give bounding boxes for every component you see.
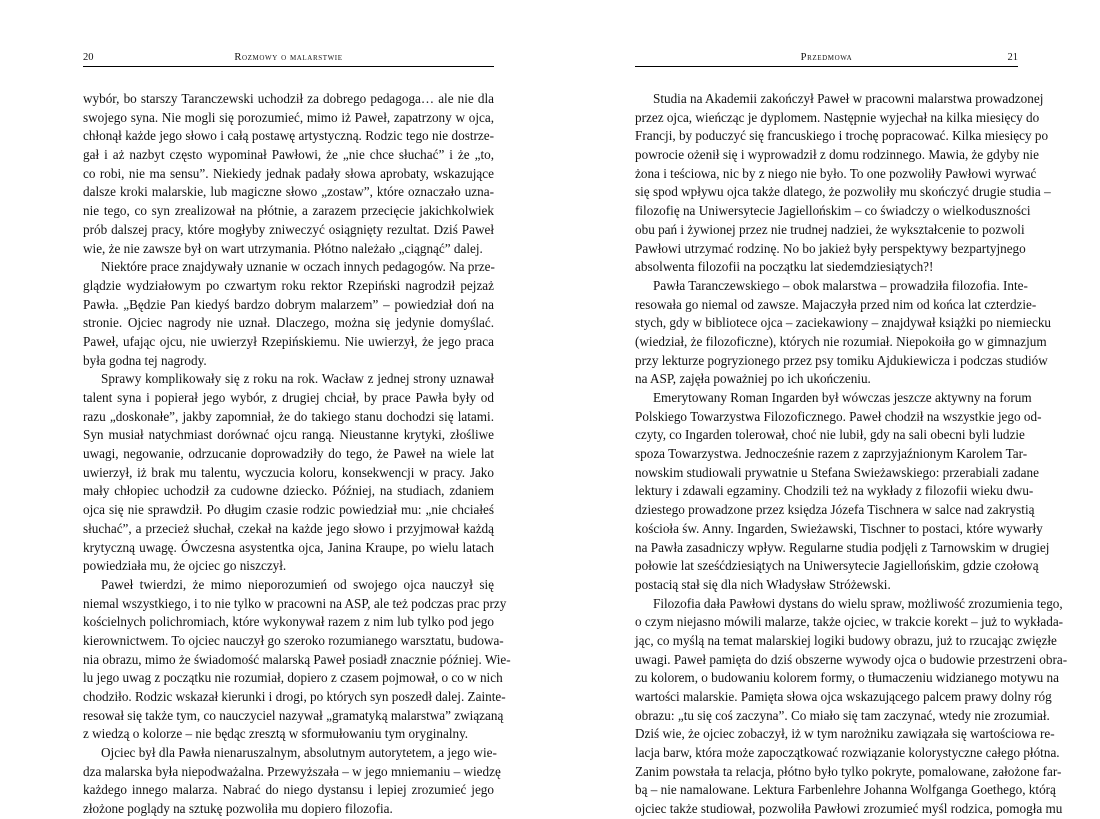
text-line: Polskiego Towarzystwa Filozoficznego. Paweł chodził na wszystkie jego od- [635,408,1042,424]
right-page-header [635,52,1018,67]
text-line: uwagi. Paweł pamięta do dziś obszerne wywody ojca o budowie przestrzeni obra- [635,651,1068,667]
text-line: Sprawy komplikowały się z roku na rok. Wacław z jednej strony uznawał [101,371,494,387]
text-line: chodziło. Rodzic wskazał kierunki i drogi, po których syn poszedł dalej. Zainte- [83,689,506,704]
text-line: lu jego uwag z początku nie rozumiał, dopiero z czasem pojmował, o co w nich [83,670,503,686]
text-line: Pawła. „Będzie Pan kiedyś bardzo dobrym malarzem” – powiedział doń na [83,296,494,312]
text-line: Dziś wie, że ojciec zobaczył, iż w tym narożniku zawiązała się wartościowa re- [635,726,1055,742]
text-line: dziestego prowadzone przez księdza Józefa Tischnera w salce nad zakrystią [635,502,1035,518]
text-line: ojciec także studiował, pozwoliła Pawłowi zrozumieć myśl rodzica, pomogła mu [635,801,1063,817]
text-line: Paweł twierdzi, że mimo nieporozumień od swojego ojca nauczył się [101,576,494,592]
text-line: Emerytowany Roman Ingarden był wówczas jeszcze aktywny na forum [653,390,1032,405]
text-line: razu „doskonałe”, jakby zapomniał, że do takiego stanu dochodzi się latami. [83,408,494,424]
text-line: Syn musiał natychmiast dorównać ojcu rangą. Nieustanne krytyki, złośliwe [83,427,494,443]
text-line: gał i aż nazbyt często wypominał Pawłowi, że „nie chce słuchać” i że „to, [83,147,494,163]
text-line: resował się także tym, co nauczyciel nazywał „gramatyką malarstwa” związaną [83,707,504,723]
text-line: nowskim studiowali prywatnie u Stefana Swieżawskiego: przerabiali zadane [635,464,1039,480]
text-line: o czym niejasno mówili malarze, także ojciec, w trakcie korekt – już to wykłada- [635,614,1064,630]
text-line: kościoła św. Anny. Ingarden, Swieżawski, Tischner to postaci, które wywarły [635,520,1043,536]
right-page-body [635,90,1068,819]
text-line: co robi, nie ma sensu”. Niekiedy jednak padały słowa aprobaty, wskazujące [83,165,494,181]
text-line: lacja barw, która może zapoczątkować rozwiązanie kolorystyczne całego płótna. [635,745,1060,761]
text-line: połowie lat sześćdziesiątych na Uniwersytecie Jagiellońskim, gdzie czołową [635,558,1039,574]
text-line: na ASP, zajęła poważniej po ich ukończeniu. [635,371,871,387]
left-page-header [83,52,494,67]
text-line: filozofię na Uniwersytecie Jagiellońskim – co świadczy o wielkoduszności [635,203,1031,219]
text-line: żona i teściowa, nic by z niego nie było. To one pozwoliły Pawłowi wyrwać [635,165,1037,181]
text-line: spoza Towarzystwa. Jednocześnie razem z zaprzyjaźnionym Karolem Tar- [635,446,1028,462]
right-page-number: 21 [1007,52,1018,63]
text-line: jąc, co myślą na temat malarskiej logiki budowy obrazu, już to rzucając zwięzłe [635,632,1057,648]
text-line: krytyczną uwagę. Ówczesna asystentka ojca, Janina Kraupe, po wielu latach [83,539,494,555]
text-line: Ojciec był dla Pawła nienaruszalnym, absolutnym autorytetem, a jego wie- [101,745,497,761]
text-line: była godna tej nagrody. [83,352,207,368]
text-line: bą – nie namalowane. Lektura Farbenlehre Johanna Wolfganga Goethego, którą [635,782,1056,798]
text-line: ojca się nie sprawdził. Po długim czasie rodzic powiedział mu: „nie chciałeś [83,502,494,518]
text-line: przez ojca, wieńcząc je dyplomem. Następnie wyjechał na kilka miesięcy do [635,109,1040,125]
text-line: niemal wszystkiego, i to nie tylko w pracowni na ASP, ale też podczas prac przy [83,595,507,611]
text-line: chłonął każde jego słowo i całą postawę artystyczną. Rodzic tego nie dostrze- [83,128,494,144]
text-line: Filozofia dała Pawłowi dystans do wielu spraw, możliwość zrozumienia tego, [653,595,1063,611]
text-line: Paweł, ufając ojcu, nie uwierzył Rzepińskiemu. Nie uwierzył, że jego praca [83,333,494,349]
right-page [635,0,1068,817]
text-line: Pawłowi utrzymać rodzinę. No bo jakież były perspektywy bezpartyjnego [635,240,1026,256]
text-line: złożone poglądy na sztukę pozwoliła mu dopiero filozofia. [83,801,393,817]
text-line: dalsze kroki malarskie, lub magiczne słowo „zostaw”, które oznaczało uzna- [83,184,494,200]
text-line: powrocie ożenił się i wyprowadził z domu rodzinnego. Mawia, że gdyby nie [635,147,1039,163]
text-line: powiedziała mu, że ojciec go niszczył. [83,558,287,574]
text-line: uwierzył, iż brak mu talentu, wyczucia koloru, konsekwencji w pracy. Jako [83,464,494,480]
text-line: wie, że nie zawsze był on wart utrzymania. Płótno należało „ciągnąć” dalej. [83,240,483,256]
text-line: nie tego, co syn zrealizował na płótnie, a zarazem przecięcie jakichkolwiek [83,203,494,219]
text-line: nia obrazu, mimo że świadomość malarską Paweł posiadł znacznie później. Wie- [83,651,511,667]
text-line: kierownictwem. To ojciec nauczył go szeroko rozumianego warsztatu, budowa- [83,632,504,648]
text-line: wartości malarskie. Pamięta słowa ojca wskazującego palcem prawy dolny róg [635,689,1052,704]
text-line: czyty, co Ingarden tolerował, choć nie lubił, gdy na sali obecni byli ludzie [635,427,1025,443]
text-line: kościelnych polichromiach, które wykonywał razem z nim lub tylko pod jego [83,614,494,630]
text-line: dza malarska była niepodważalna. Przewyższała – w jego mniemaniu – wiedzę [83,763,501,779]
text-line: obu pań i żywionej przez nie trudnej nadziei, że wykształcenie to pozwoli [635,221,1025,237]
text-line: na Pawła zasadniczy wpływ. Regularne studia podjęli z Tarnowskim w drugiej [635,539,1050,555]
text-line: przy lekturze pogryzionego przez psy tomiku Ajdukiewicza i podczas studiów [635,352,1048,368]
text-line: stych, gdy w bibliotece ojca – zaciekawiony – znajdywał książki po niemiecku [635,315,1052,331]
text-line: talent syna i popierał jego wybór, z drugiej chciał, by prace Pawła były od [83,390,494,405]
left-page-body [83,90,511,819]
text-line: uwagi, negowanie, odrzucanie doprowadziły do tego, że Paweł na wiele lat [83,446,494,462]
text-line: glądzie wydziałowym po czwartym roku rektor Rzepiński nagrodził pejzaż [83,277,494,293]
text-line: Francji, by poduczyć się francuskiego i trochę popracować. Kilka miesięcy po [635,128,1049,144]
text-line: resowała go niemal od zawsze. Majaczyła przed nim od końca lat czterdzie- [635,296,1037,312]
text-line: zu kolorem, o budowaniu kolorem formy, o tłumaczeniu widzianego motywu na [635,670,1059,686]
text-line: stronie. Ojciec nagrody nie uznał. Dlaczego, można się jedynie domyślać. [83,315,494,331]
text-line: absolwenta filozofii na początku lat siedemdziesiątych?! [635,259,934,275]
text-line: Zanim powstała ta relacja, płótno było tylko pokryte, pomalowane, założone far- [635,763,1062,779]
text-line: swojego syna. Nie mogli się porozumieć, mimo iż Paweł, zapatrzony w ojca, [83,109,494,125]
text-line: obrazu: „tu się coś zaczyna”. Co miało się tam zaczynać, wtedy nie zrozumiał. [635,707,1050,723]
text-line: słuchać”, a przecież słuchał, czekał na każde jego słowo i przyjmował każdą [83,520,494,536]
text-line: Studia na Akademii zakończył Paweł w pracowni malarstwa prowadzonej [653,91,1044,106]
left-page [83,0,511,817]
text-line: prób dalszej pracy, które mogłyby zniweczyć osiągnięty rezultat. Dziś Paweł [83,221,494,237]
text-line: postacią stał się dla nich Władysław Stróżewski. [635,576,891,592]
text-line: każdego innego malarza. Nabrać do niego dystansu i lepiej zrozumieć jego [83,782,494,798]
text-line: się spod wpływu ojca także dlatego, że pozwoliły mu skończyć drugie studia – [635,184,1051,200]
text-line: lektury i zdawali egzaminy. Chodzili też na wykłady z filozofii wieku dwu- [635,483,1034,499]
right-running-head: Przedmowa [800,52,853,63]
text-line: (wiedział, że filozoficzne), których nie rozumiał. Niepokoiła go w gimnazjum [635,333,1047,349]
text-line: Pawła Taranczewskiego – obok malarstwa – prowadziła filozofia. Inte- [653,277,1028,293]
text-line: Niektóre prace znajdywały uznanie w oczach innych pedagogów. Na prze- [101,259,495,275]
text-line: mały chłopiec uchodził za cudowne dziecko. Później, na studiach, zdaniem [83,483,494,499]
left-page-number: 20 [83,52,94,63]
text-line: z wiedzą o kolorze – nie będąc zresztą w sformułowaniu tym oryginalny. [83,726,469,742]
text-line: wybór, bo starszy Taranczewski uchodził za dobrego pedagoga… ale nie dla [83,91,494,106]
left-running-head: Rozmowy o malarstwie [234,52,343,63]
